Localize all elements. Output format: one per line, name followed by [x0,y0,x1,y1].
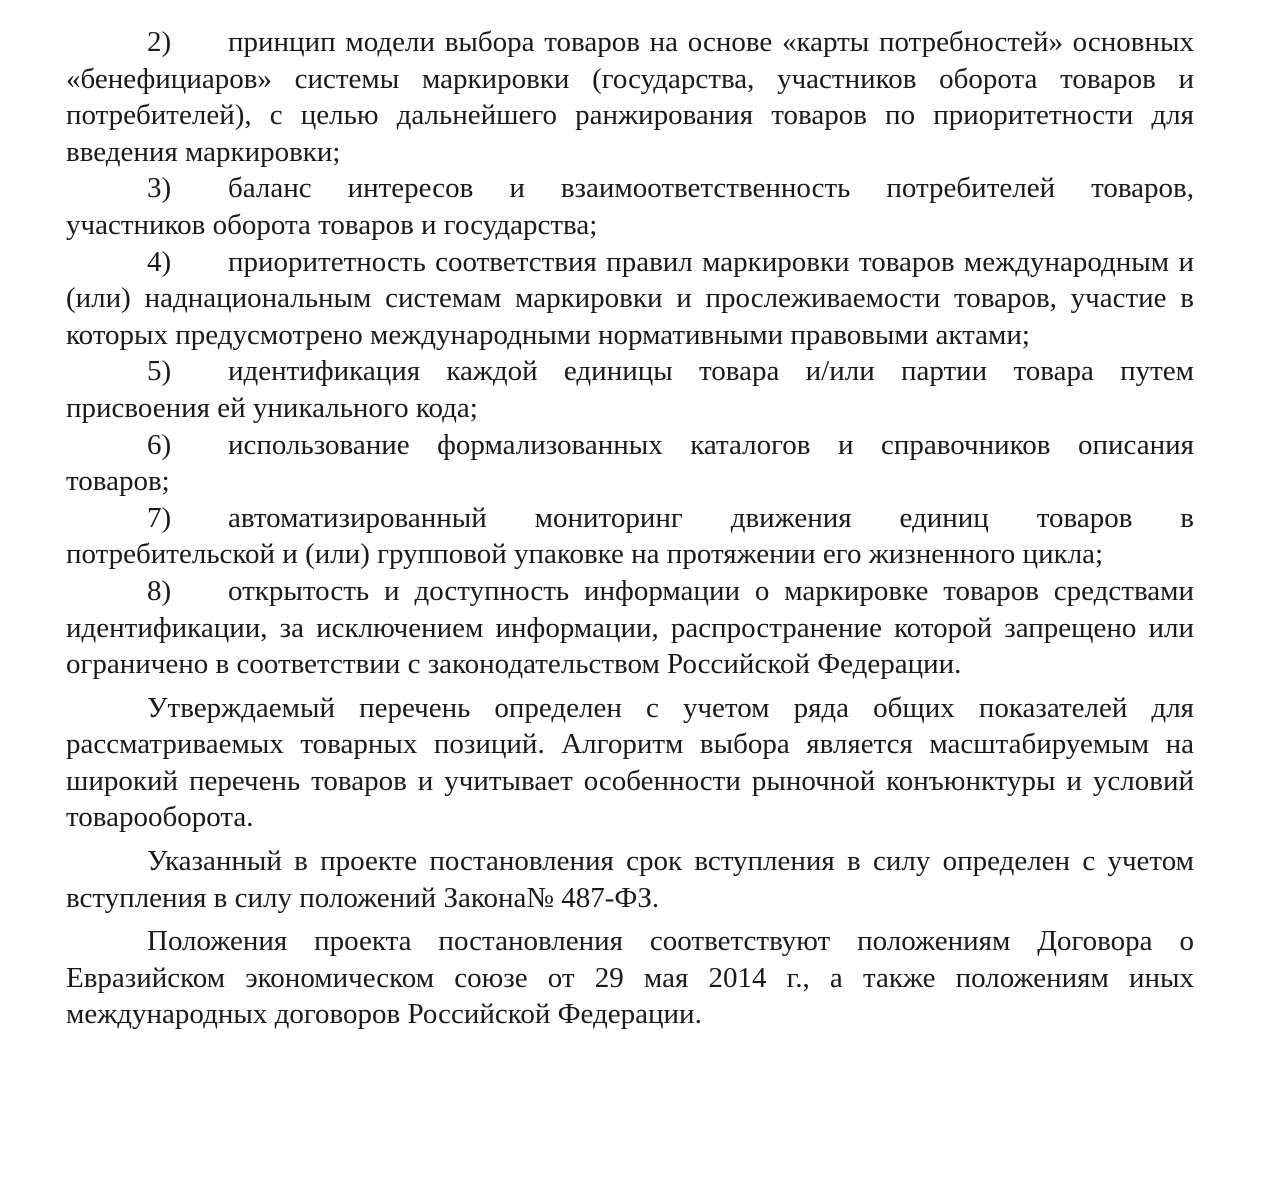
list-item-number: 5) [147,355,172,388]
list-item-number: 4) [147,245,172,278]
list-item-number: 2) [147,26,172,58]
list-item-3 [66,170,1194,243]
list-item-6 [66,427,1194,500]
list-item-text: автоматизированный мониторинг движения единиц товаров в потребительской и (или) групповой упаковке на протяжении его жизненного цикла; [66,501,1194,571]
document-page [66,24,1194,1033]
list-item-text: принцип модели выбора товаров на основе «карты потребностей» основных «бенефициаров» системы маркировки (государства, участников оборота товаров и потребителей), с целью дальнейшего ранжирования товаров по приоритетности для введения маркировки; [66,26,1194,168]
list-item-number: 3) [147,172,172,205]
list-item-number: 8) [147,574,172,607]
list-item-number: 7) [147,501,172,534]
list-item-text: баланс интересов и взаимоответственность потребителей товаров, участников оборота товаров и государства; [66,172,1194,241]
list-item-7 [66,500,1194,573]
list-item-4 [66,244,1194,354]
list-item-5 [66,353,1194,426]
list-item-text: открытость и доступность информации о маркировке товаров средствами идентификации, за исключением информации, распространение которой запрещено или ограничено в соответствии с законодательством Российской Федерации. [66,574,1194,681]
list-item-text: использование формализованных каталогов и справочников описания товаров; [66,428,1194,498]
list-item-text: идентификация каждой единицы товара и/или партии товара путем присвоения ей уникального кода; [66,355,1194,424]
list-item-2 [66,24,1194,170]
paragraph-approved-list: Утверждаемый перечень определен с учетом ряда общих показателей для рассматриваемых товарных позиций. Алгоритм выбора является масштабируемым на широкий перечень товаров и учитывает особенности рыночной конъюнктуры и условий товарооборота. [66,691,1194,834]
list-item-text: приоритетность соответствия правил маркировки товаров международным и (или) наднациональным системам маркировки и прослеживаемости товаров, участие в которых предусмотрено международными нормативными правовыми актами; [66,245,1194,351]
list-item-number: 6) [147,428,172,461]
list-item-8 [66,573,1194,683]
paragraph-effective-date: Указанный в проекте постановления срок вступления в силу определен с учетом вступления в силу положений Закона№ 487-ФЗ. [66,845,1194,914]
paragraph-eaeu-compliance: Положения проекта постановления соответствуют положениям Договора о Евразийском экономическом союзе от 29 мая 2014 г., а также положениям иных международных договоров Российской Федерации. [66,925,1194,1031]
